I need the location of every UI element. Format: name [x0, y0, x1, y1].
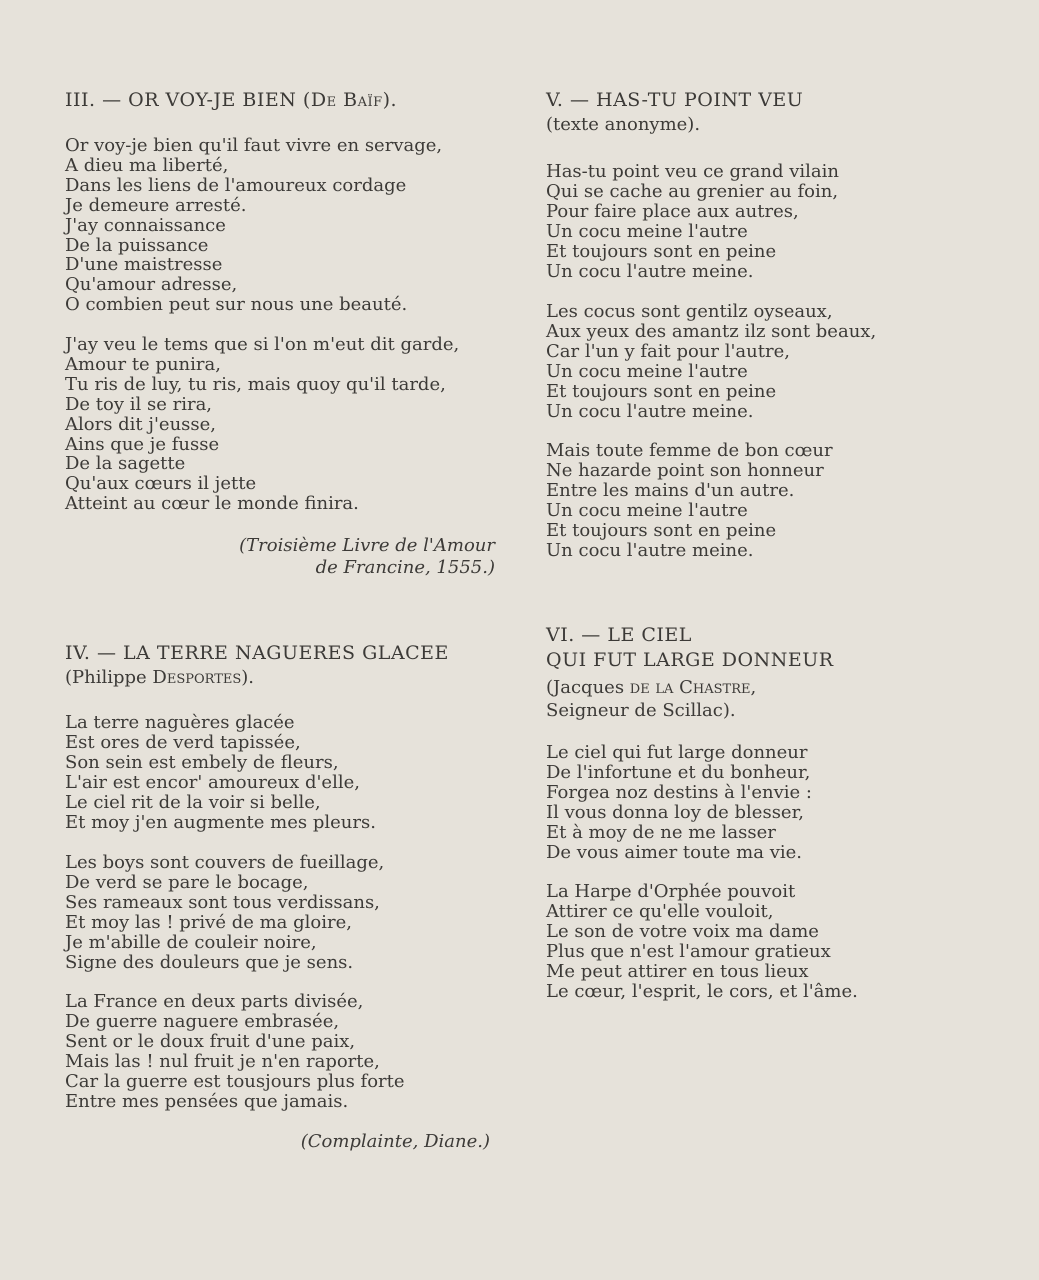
verse-line: Qui se cache au grenier au foin, — [546, 180, 839, 202]
verse-line: Forgea noz destins à l'envie : — [546, 781, 812, 803]
section-3-author-suffix: ). — [382, 89, 398, 111]
verse-line: De guerre naguere embrasée, — [65, 1010, 340, 1032]
verse-line: J'ay veu le tems que si l'on m'eut dit garde, — [65, 334, 460, 355]
verse-line: La France en deux parts divisée, — [65, 991, 364, 1012]
verse-line: Tu ris de luy, tu ris, mais quoy qu'il tarde, — [65, 373, 446, 395]
verse-line: Un cocu meine l'autre — [546, 360, 748, 382]
verse-line: Entre mes pensées que jamais. — [65, 1090, 349, 1112]
verse-line: Et toujours sont en peine — [546, 380, 777, 402]
verse-line: Ses rameaux sont tous verdissans, — [65, 891, 380, 913]
section-6 — [546, 623, 1026, 673]
section-3-title: III. — OR VOY-JE BIEN — [65, 89, 297, 111]
verse-line: J'ay connaissance — [65, 214, 226, 236]
section-4-stanza-2 — [65, 853, 515, 972]
verse-line: L'air est encor' amoureux d'elle, — [65, 771, 360, 793]
section-6-author-prefix: (Jacques — [546, 677, 630, 698]
section-4-author — [65, 666, 515, 689]
verse-line: D'une maistresse — [65, 254, 223, 276]
verse-line: Car l'un y fait pour l'autre, — [546, 340, 790, 362]
section-5-stanza-3 — [546, 441, 1026, 560]
verse-line: De la sagette — [65, 453, 186, 475]
verse-line: De la puissance — [65, 234, 209, 256]
section-6-stanza-2 — [546, 882, 1026, 1001]
verse-line: Amour te punira, — [65, 353, 221, 375]
section-3-author: De Baïf — [310, 89, 383, 111]
verse-line: Alors dit j'eusse, — [65, 413, 217, 435]
section-6-author-block — [546, 676, 1026, 722]
section-4-heading: IV. — LA TERRE NAGUERES GLACEE — [65, 642, 449, 664]
section-3-stanza-1 — [65, 136, 515, 315]
verse-line: Attirer ce qu'elle vouloit, — [546, 900, 774, 922]
section-3-heading — [65, 88, 515, 113]
section-4-author-suffix: ). — [241, 667, 255, 688]
section-4-author-prefix: (Philippe — [65, 667, 153, 688]
verse-line: Ne hazarde point son honneur — [546, 459, 824, 481]
verse-line: Et à moy de ne me lasser — [546, 821, 776, 843]
verse-line: Les cocus sont gentilz oyseaux, — [546, 301, 833, 322]
section-5-heading: V. — HAS-TU POINT VEU — [546, 89, 804, 111]
section-6-author-suffix: , — [750, 677, 757, 698]
verse-line: De verd se pare le bocage, — [65, 871, 309, 893]
verse-line: Le son de votre voix ma dame — [546, 920, 819, 942]
section-5-stanza-1 — [546, 162, 1026, 281]
verse-line: Un cocu meine l'autre — [546, 499, 748, 521]
section-6-author-line-2: Seigneur de Scillac). — [546, 700, 736, 721]
section-4-stanza-1 — [65, 713, 515, 832]
section-6-author-name: de la Chastre — [629, 677, 751, 698]
verse-line: Un cocu meine l'autre — [546, 220, 748, 242]
verse-line: Atteint au cœur le monde finira. — [65, 493, 359, 515]
source-line: de Francine, 1555.) — [315, 557, 495, 578]
section-4 — [65, 641, 515, 689]
verse-line: De l'infortune et du bonheur, — [546, 761, 811, 783]
verse-line: O combien peut sur nous une beauté. — [65, 294, 408, 316]
verse-line: Plus que n'est l'amour gratieux — [546, 940, 831, 962]
section-6-stanza-1 — [546, 743, 1026, 862]
verse-line: La Harpe d'Orphée pouvoit — [546, 881, 796, 902]
verse-line: Aux yeux des amantz ilz sont beaux, — [546, 320, 877, 342]
verse-line: Qu'aux cœurs il jette — [65, 473, 257, 495]
verse-line: Has-tu point veu ce grand vilain — [546, 161, 840, 182]
section-5-author: (texte anonyme). — [546, 114, 701, 135]
section-6-heading-line-2: QUI FUT LARGE DONNEUR — [546, 649, 834, 671]
section-4-stanza-3 — [65, 992, 515, 1111]
verse-line: De toy il se rira, — [65, 393, 213, 415]
verse-line: Un cocu l'autre meine. — [546, 400, 754, 422]
verse-line: Car la guerre est tousjours plus forte — [65, 1070, 405, 1092]
verse-line: Sent or le doux fruit d'une paix, — [65, 1030, 356, 1052]
verse-line: Mais las ! nul fruit je n'en raporte, — [65, 1050, 380, 1072]
verse-line: Signe des douleurs que je sens. — [65, 951, 354, 973]
verse-line: A dieu ma liberté, — [65, 154, 229, 176]
verse-line: Et toujours sont en peine — [546, 519, 777, 541]
verse-line: Or voy-je bien qu'il faut vivre en servage, — [65, 135, 443, 156]
section-3 — [65, 88, 515, 113]
verse-line: Le ciel rit de la voir si belle, — [65, 791, 321, 813]
section-5-stanza-2 — [546, 302, 1026, 421]
verse-line: Il vous donna loy de blesser, — [546, 801, 804, 823]
section-3-source — [65, 535, 495, 579]
verse-line: Un cocu l'autre meine. — [546, 539, 754, 561]
verse-line: La terre naguères glacée — [65, 712, 295, 733]
verse-line: Me peut attirer en tous lieux — [546, 960, 809, 982]
verse-line: Les boys sont couvers de fueillage, — [65, 852, 385, 873]
verse-line: Dans les liens de l'amoureux cordage — [65, 174, 407, 196]
section-4-source — [65, 1131, 490, 1153]
verse-line: Je demeure arresté. — [65, 194, 247, 216]
section-5 — [546, 88, 1026, 136]
verse-line: Est ores de verd tapissée, — [65, 731, 301, 753]
verse-line: Pour faire place aux autres, — [546, 200, 799, 222]
verse-line: Son sein est embely de fleurs, — [65, 751, 339, 773]
verse-line: Qu'amour adresse, — [65, 274, 238, 296]
section-4-author-name: Desportes — [152, 667, 242, 688]
verse-line: Ains que je fusse — [65, 433, 220, 455]
verse-line: Le ciel qui fut large donneur — [546, 742, 808, 763]
section-6-author — [546, 676, 1026, 699]
verse-line: Et toujours sont en peine — [546, 240, 777, 262]
verse-line: Un cocu l'autre meine. — [546, 260, 754, 282]
verse-line: Le cœur, l'esprit, le cors, et l'âme. — [546, 980, 858, 1002]
section-3-stanza-2 — [65, 335, 515, 514]
verse-line: De vous aimer toute ma vie. — [546, 841, 802, 863]
verse-line: Et moy las ! privé de ma gloire, — [65, 911, 352, 933]
section-6-heading-line-1: VI. — LE CIEL — [546, 624, 692, 646]
verse-line: Je m'abille de couleir noire, — [65, 931, 317, 953]
section-3-author-prefix: ( — [296, 89, 311, 111]
source-line: (Complainte, Diane.) — [300, 1131, 490, 1152]
source-line: (Troisième Livre de l'Amour — [239, 535, 495, 556]
verse-line: Mais toute femme de bon cœur — [546, 440, 833, 461]
verse-line: Et moy j'en augmente mes pleurs. — [65, 811, 376, 833]
verse-line: Entre les mains d'un autre. — [546, 479, 795, 501]
